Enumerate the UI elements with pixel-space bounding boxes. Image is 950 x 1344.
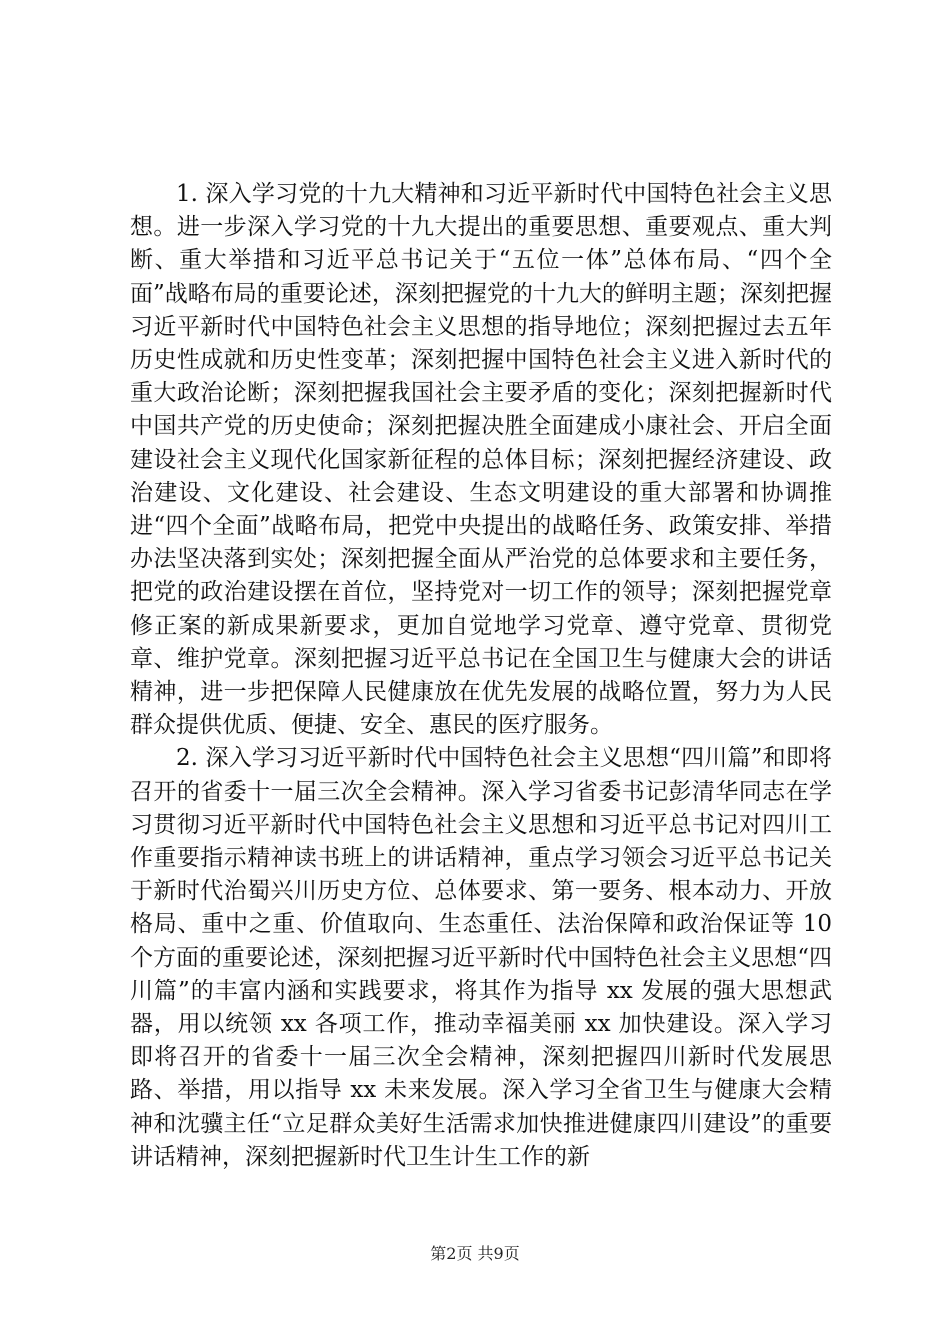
paragraph-1: 1. 深入学习党的十九大精神和习近平新时代中国特色社会主义思想。进一步深入学习党的十九大提出的重要思想、重要观点、重大判断、重大举措和习近平总书记关于“五位一体”总体布局、“四个全面”战略布局的重要论述，深刻把握党的十九大的鲜明主题；深刻把握习近平新时代中国特色社会主义思想的指导地位；深刻把握过去五年历史性成就和历史性变革；深刻把握中国特色社会主义进入新时代的重大政治论断；深刻把握我国社会主要矛盾的变化；深刻把握新时代中国共产党的历史使命；深刻把握决胜全面建成小康社会、开启全面建设社会主义现代化国家新征程的总体目标；深刻把握经济建设、政治建设、文化建设、社会建设、生态文明建设的重大部署和协调推进“四个全面”战略布局，把党中央提出的战略任务、政策安排、举措办法坚决落到实处；深刻把握全面从严治党的总体要求和主要任务，把党的政治建设摆在首位，坚持党对一切工作的领导；深刻把握党章修正案的新成果新要求，更加自觉地学习党章、遵守党章、贯彻党章、维护党章。深刻把握习近平总书记在全国卫生与健康大会的讲话精神，进一步把保障人民健康放在优先发展的战略位置，努力为人民群众提供优质、便捷、安全、惠民的医疗服务。 [130,181,832,739]
document-body [130,178,832,1174]
page-number-footer: 第2页 共9页 [430,1244,520,1263]
paragraph-2: 2. 深入学习习近平新时代中国特色社会主义思想“四川篇”和即将召开的省委十一届三次全会精神。深入学习省委书记彭清华同志在学习贯彻习近平新时代中国特色社会主义思想和习近平总书记对四川工作重要指示精神读书班上的讲话精神，重点学习领会习近平总书记关于新时代治蜀兴川历史方位、总体要求、第一要务、根本动力、开放格局、重中之重、价值取向、生态重任、法治保障和政治保证等 10 个方面的重要论述，深刻把握习近平新时代中国特色社会主义思想“四川篇”的丰富内涵和实践要求，将其作为指导 xx 发展的强大思想武器，用以统领 xx 各项工作，推动幸福美丽 xx 加快建设。深入学习即将召开的省委十一届三次全会精神，深刻把握四川新时代发展思路、举措，用以指导 xx 未来发展。深入学习全省卫生与健康大会精神和沈骥主任“立足群众美好生活需求加快推进健康四川建设”的重要讲话精神，深刻把握新时代卫生计生工作的新 [130,745,832,1170]
